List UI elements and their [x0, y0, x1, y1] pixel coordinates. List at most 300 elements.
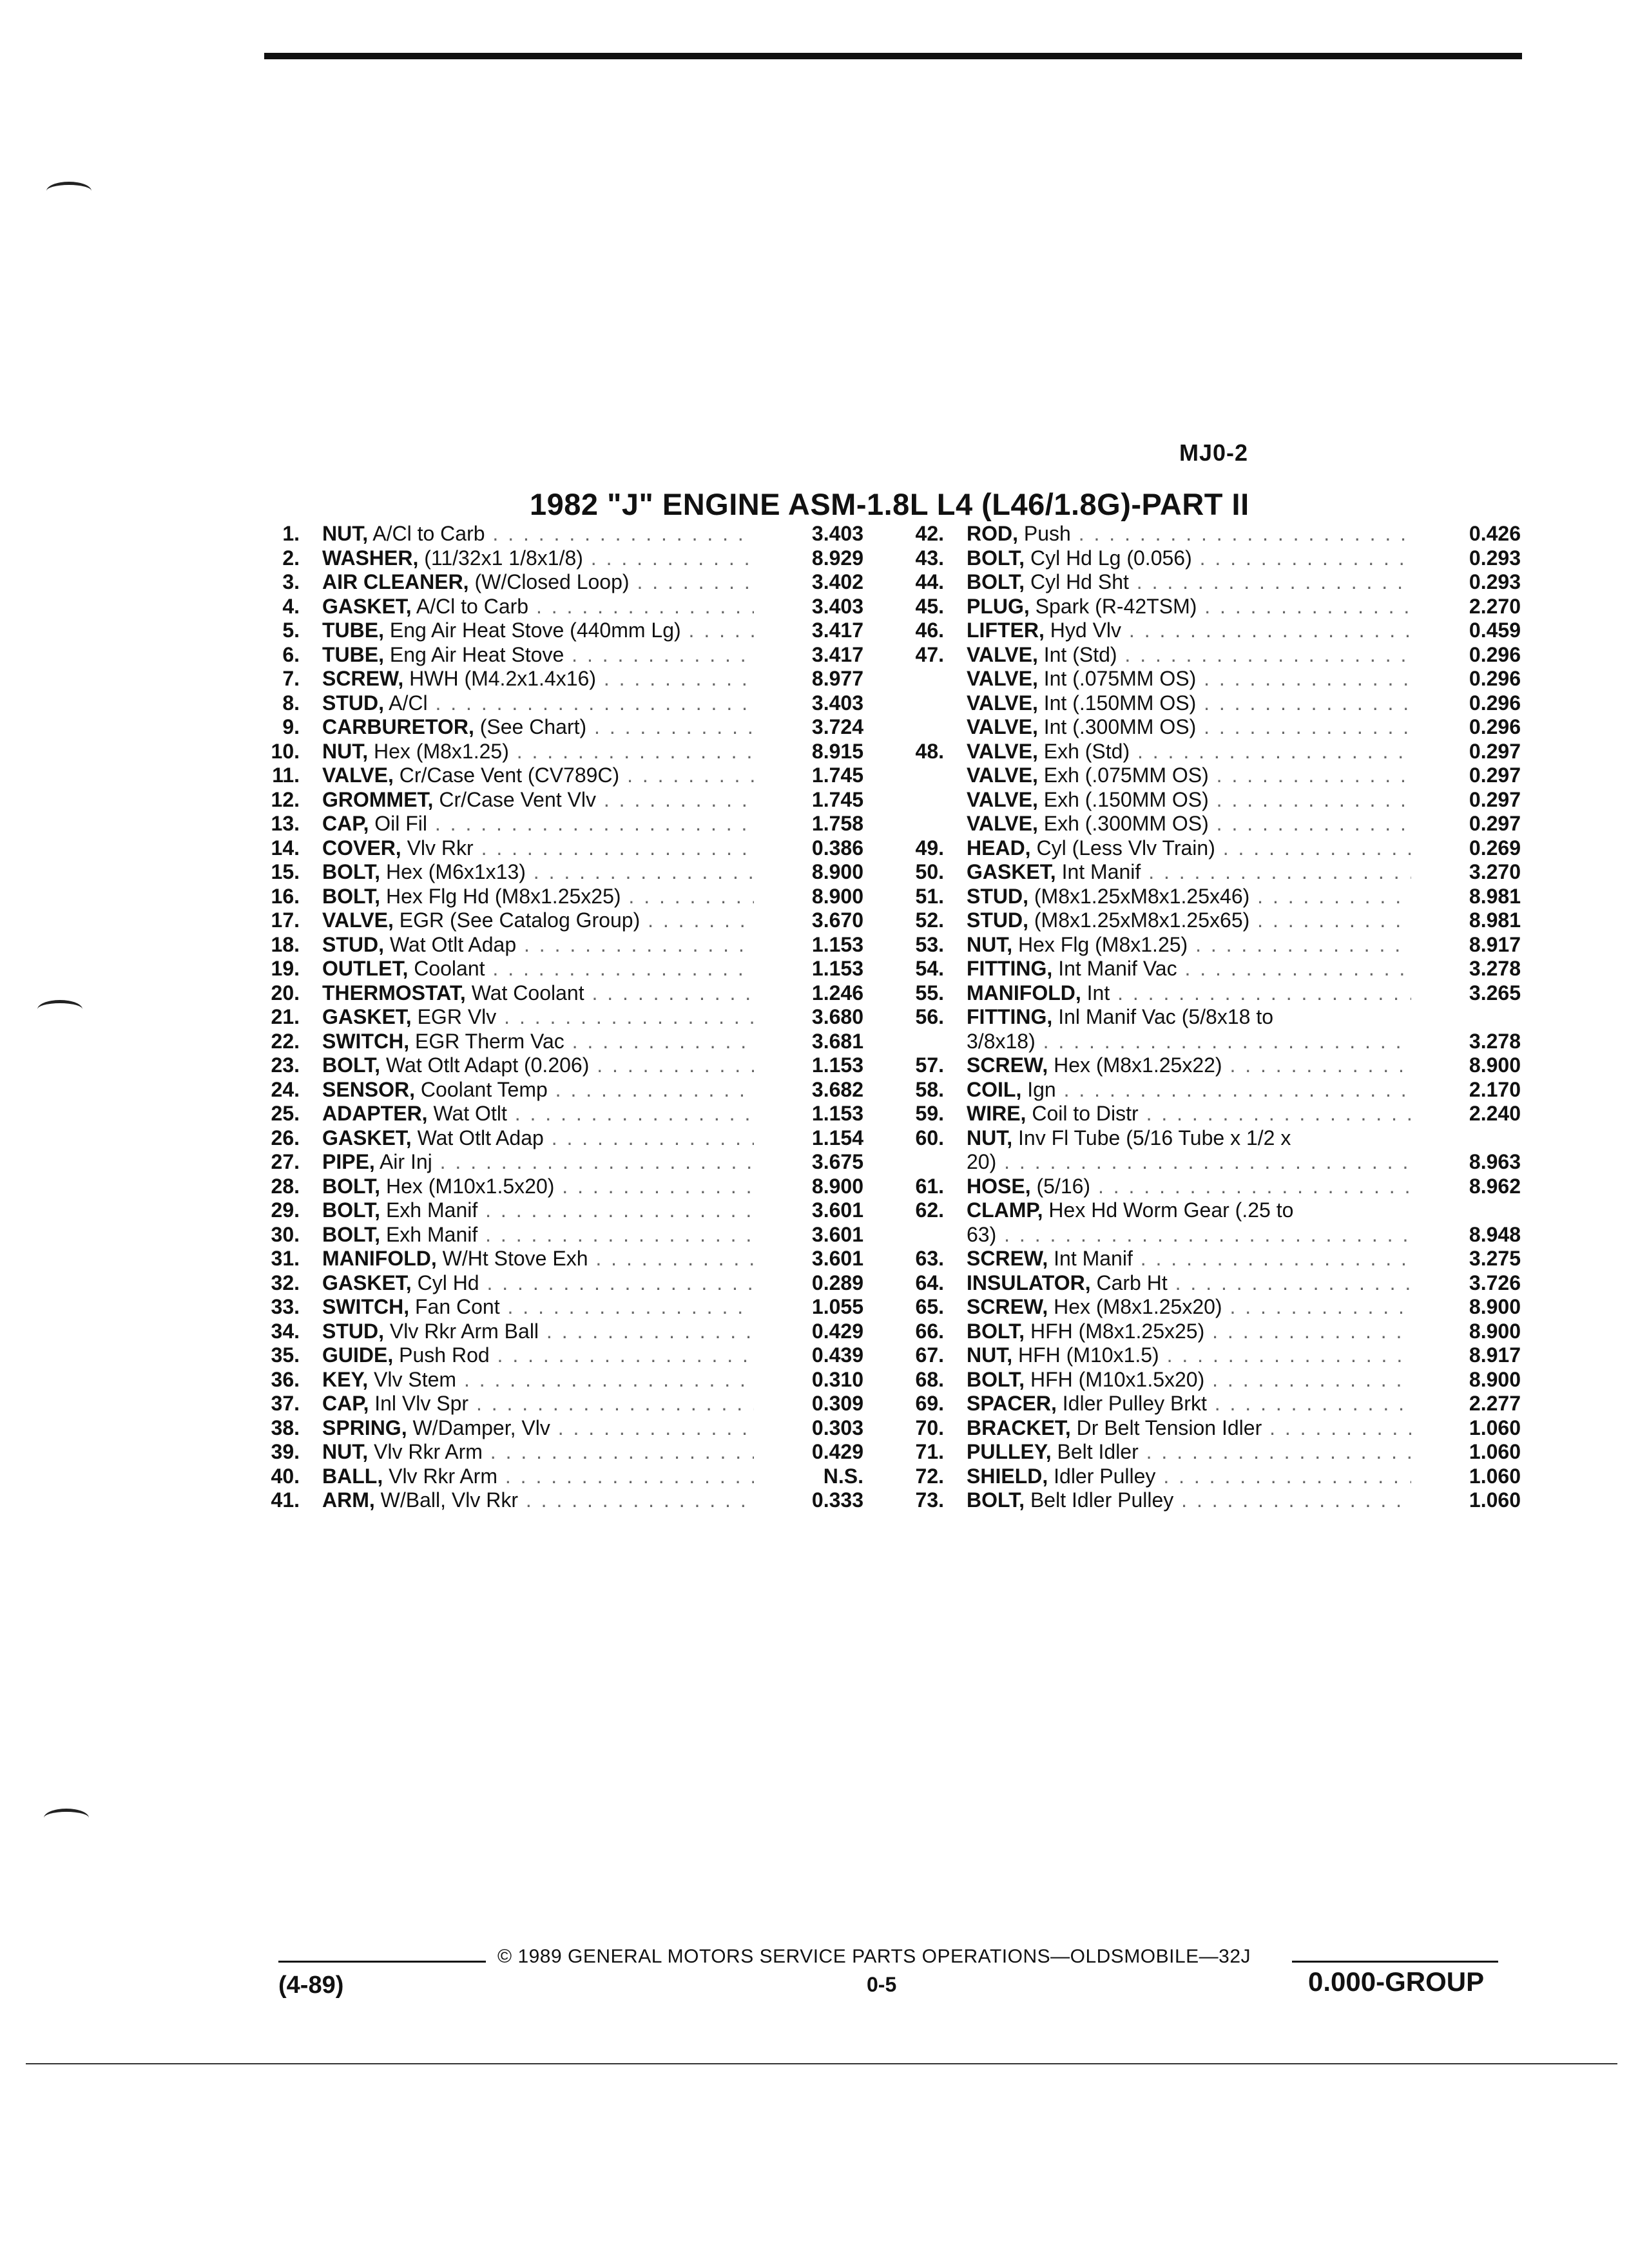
part-row	[258, 1030, 863, 1054]
part-spec: Vlv Rkr	[401, 836, 474, 860]
part-spec: EGR (See Catalog Group)	[393, 908, 641, 932]
part-spec: Vlv Rkr Arm Ball	[384, 1319, 539, 1343]
part-spec: Belt Idler Pulley	[1025, 1488, 1174, 1512]
part-row	[902, 691, 1521, 716]
part-spec: Spark (R-42TSM)	[1029, 594, 1197, 618]
part-name: ADAPTER,	[322, 1102, 428, 1125]
part-spec: Exh (.075MM OS)	[1037, 764, 1209, 787]
part-spec: Coolant	[408, 957, 485, 980]
part-spec: HFH (M8x1.25x25)	[1025, 1319, 1205, 1343]
part-row	[258, 764, 863, 788]
part-name: VALVE,	[967, 739, 1038, 763]
group-number: 8.981	[1469, 908, 1521, 932]
part-spec: Coolant Temp	[415, 1077, 548, 1101]
part-name: PLUG,	[967, 594, 1030, 618]
part-spec: Coil to Distr	[1026, 1102, 1139, 1125]
group-number: 0.297	[1469, 764, 1521, 787]
item-number: 49.	[915, 836, 944, 860]
revision-date: (4-89)	[278, 1972, 344, 1999]
group-number: 0.297	[1469, 787, 1521, 811]
item-number: 42.	[915, 522, 944, 545]
part-row	[258, 1440, 863, 1465]
group-number: 0.296	[1469, 667, 1521, 690]
part-spec: Int Manif	[1055, 860, 1141, 883]
part-name: GASKET,	[322, 1005, 412, 1028]
part-name: CARBURETOR,	[322, 715, 474, 738]
item-number: 18.	[271, 932, 300, 956]
item-number: 27.	[271, 1150, 300, 1173]
part-row	[258, 981, 863, 1006]
group-number: 8.900	[1469, 1319, 1521, 1343]
part-description	[967, 1175, 1411, 1199]
part-description	[322, 715, 754, 740]
item-number: 69.	[915, 1392, 944, 1415]
footer-rule	[1292, 1961, 1498, 1963]
part-name: VALVE,	[967, 812, 1038, 835]
part-spec: Exh Manif	[380, 1222, 478, 1246]
group-number: 8.900	[811, 884, 863, 908]
item-number: 3.	[282, 570, 300, 593]
part-row	[902, 1175, 1521, 1199]
group-number: 1.060	[1469, 1488, 1521, 1512]
part-spec: Wat Otlt Adapt (0.206)	[380, 1053, 590, 1077]
item-number: 36.	[271, 1367, 300, 1391]
part-name: VALVE,	[967, 642, 1038, 666]
part-description	[322, 933, 754, 957]
part-row	[902, 1271, 1521, 1296]
item-number: 24.	[271, 1077, 300, 1101]
item-number: 32.	[271, 1271, 300, 1294]
part-name: FITTING,	[967, 1005, 1053, 1028]
group-number: 3.278	[1469, 1029, 1521, 1053]
part-spec: A/Cl	[384, 691, 428, 715]
part-row	[902, 1392, 1521, 1416]
part-description	[322, 1223, 754, 1247]
item-number: 53.	[915, 932, 944, 956]
part-row	[902, 1005, 1521, 1030]
page-number: 0-5	[867, 1973, 897, 1996]
group-number: 0.429	[811, 1440, 863, 1463]
part-description	[967, 1150, 1411, 1175]
group-number: 8.917	[1469, 932, 1521, 956]
part-description	[322, 1488, 754, 1513]
item-number: 6.	[282, 642, 300, 666]
part-row	[258, 1102, 863, 1126]
part-row	[258, 908, 863, 933]
part-name: CAP,	[322, 812, 369, 835]
group-number: 3.682	[811, 1077, 863, 1101]
binder-hole-mark	[44, 1809, 89, 1827]
part-description	[322, 1030, 754, 1054]
group-number: 8.977	[811, 667, 863, 690]
part-spec: 63)	[967, 1222, 997, 1246]
group-number: 0.269	[1469, 836, 1521, 860]
part-name: VALVE,	[967, 764, 1038, 787]
part-name: BOLT,	[967, 1319, 1025, 1343]
part-spec: W/Ball, Vlv Rkr	[374, 1488, 518, 1512]
part-name: NUT,	[322, 522, 369, 545]
part-row	[258, 1223, 863, 1247]
part-spec: Hex (M8x1.25x22)	[1048, 1053, 1222, 1077]
group-number: 0.296	[1469, 642, 1521, 666]
part-row	[258, 1368, 863, 1392]
part-description	[322, 908, 754, 933]
part-name: BOLT,	[322, 1222, 381, 1246]
part-spec: A/Cl to Carb	[411, 594, 529, 618]
item-number: 61.	[915, 1174, 944, 1198]
part-name: BOLT,	[322, 860, 381, 883]
part-row	[902, 667, 1521, 691]
part-spec: EGR Therm Vac	[409, 1029, 564, 1053]
item-number: 4.	[282, 594, 300, 618]
group-number: 1.153	[811, 957, 863, 980]
part-row	[258, 860, 863, 885]
item-number: 67.	[915, 1343, 944, 1367]
group-number: N.S.	[823, 1464, 863, 1488]
part-name: NUT,	[967, 1343, 1013, 1367]
part-row	[902, 933, 1521, 957]
part-spec: Int (Std)	[1037, 642, 1117, 666]
group-number: 3.403	[811, 691, 863, 715]
part-description	[967, 764, 1411, 788]
bottom-rule	[26, 2063, 1617, 2064]
part-description	[322, 860, 754, 885]
part-spec: Exh (.300MM OS)	[1037, 812, 1209, 835]
group-number: 3.265	[1469, 981, 1521, 1004]
part-spec: HFH (M10x1.5)	[1012, 1343, 1159, 1367]
item-number: 38.	[271, 1416, 300, 1439]
group-number: 8.929	[811, 546, 863, 570]
group-number: 3.417	[811, 619, 863, 642]
part-name: HEAD,	[967, 836, 1031, 860]
part-description	[322, 546, 754, 571]
part-name: OUTLET,	[322, 957, 409, 980]
part-spec: Inl Vlv Spr	[369, 1392, 469, 1415]
item-number: 29.	[271, 1198, 300, 1222]
part-spec: Inv Fl Tube (5/16 Tube x 1/2 x	[1012, 1126, 1291, 1149]
group-number: 0.333	[811, 1488, 863, 1512]
part-name: BOLT,	[967, 1367, 1025, 1391]
item-number: 50.	[915, 860, 944, 883]
part-name: PULLEY,	[967, 1440, 1052, 1463]
part-name: GUIDE,	[322, 1343, 394, 1367]
part-description	[322, 1102, 754, 1126]
part-name: VALVE,	[322, 908, 394, 932]
part-description	[322, 1175, 754, 1199]
part-description	[967, 1488, 1411, 1513]
part-spec: EGR Vlv	[411, 1005, 497, 1028]
group-number: 3.278	[1469, 957, 1521, 980]
part-description	[967, 1247, 1411, 1271]
group-number: 0.289	[811, 1271, 863, 1294]
part-name: FITTING,	[967, 957, 1053, 980]
part-row	[902, 1223, 1521, 1247]
item-number: 62.	[915, 1198, 944, 1222]
part-spec: A/Cl to Carb	[368, 522, 485, 545]
part-description	[322, 570, 754, 595]
part-row	[258, 691, 863, 716]
group-number: 1.060	[1469, 1464, 1521, 1488]
item-number: 55.	[915, 981, 944, 1004]
part-name: INSULATOR,	[967, 1271, 1091, 1294]
item-number: 66.	[915, 1319, 944, 1343]
group-number: 3.403	[811, 594, 863, 618]
group-number: 3.601	[811, 1198, 863, 1222]
part-spec: W/Damper, Vlv	[407, 1416, 550, 1439]
part-spec: Push	[1018, 522, 1071, 545]
group-number: 3.680	[811, 1005, 863, 1028]
part-spec: Wat Otlt Adap	[411, 1126, 544, 1149]
item-number: 51.	[915, 884, 944, 908]
part-name: STUD,	[967, 908, 1028, 932]
item-number: 14.	[271, 836, 300, 860]
group-number: 8.900	[1469, 1053, 1521, 1077]
item-number: 71.	[915, 1440, 944, 1463]
item-number: 33.	[271, 1295, 300, 1318]
item-number: 59.	[915, 1102, 944, 1125]
part-name: BOLT,	[967, 546, 1025, 570]
part-description	[322, 1053, 754, 1078]
part-row	[902, 957, 1521, 981]
part-row	[902, 1368, 1521, 1392]
part-name: COVER,	[322, 836, 401, 860]
part-name: SWITCH,	[322, 1295, 410, 1318]
part-spec: Int (.150MM OS)	[1037, 691, 1197, 715]
part-row	[258, 595, 863, 619]
item-number: 2.	[282, 546, 300, 570]
part-name: STUD,	[322, 1319, 384, 1343]
part-description	[967, 885, 1411, 909]
part-spec: Hex Flg (M8x1.25)	[1012, 932, 1188, 956]
item-number: 10.	[271, 739, 300, 763]
part-name: PIPE,	[322, 1150, 375, 1173]
group-number: 1.758	[811, 812, 863, 835]
part-description	[967, 522, 1411, 546]
part-spec: Hex (M8x1.25)	[368, 739, 509, 763]
part-row	[902, 595, 1521, 619]
part-name: MANIFOLD,	[967, 981, 1081, 1004]
part-description	[322, 595, 754, 619]
part-description	[967, 1416, 1411, 1441]
group-number: 0.426	[1469, 522, 1521, 545]
group-number: 8.900	[811, 860, 863, 883]
part-spec: Cr/Case Vent (CV789C)	[393, 764, 620, 787]
item-number: 63.	[915, 1247, 944, 1270]
binder-hole-mark	[46, 182, 92, 200]
item-number: 1.	[282, 522, 300, 545]
part-spec: Wat Coolant	[465, 981, 584, 1004]
part-row	[258, 715, 863, 740]
item-number: 56.	[915, 1005, 944, 1028]
part-spec: Oil Fil	[369, 812, 427, 835]
part-name: CLAMP,	[967, 1198, 1043, 1222]
parts-list-left	[258, 522, 863, 1513]
item-number: 72.	[915, 1464, 944, 1488]
item-number: 23.	[271, 1053, 300, 1077]
part-description	[322, 740, 754, 764]
part-name: WIRE,	[967, 1102, 1027, 1125]
part-row	[902, 1030, 1521, 1054]
part-row	[258, 740, 863, 764]
part-description	[967, 546, 1411, 571]
part-spec: Exh Manif	[380, 1198, 478, 1222]
item-number: 20.	[271, 981, 300, 1004]
part-name: VALVE,	[967, 667, 1038, 690]
group-number: 3.275	[1469, 1247, 1521, 1270]
part-row	[258, 1175, 863, 1199]
item-number: 5.	[282, 619, 300, 642]
part-name: AIR CLEANER,	[322, 570, 469, 593]
item-number: 48.	[915, 739, 944, 763]
part-name: STUD,	[967, 884, 1028, 908]
part-description	[322, 1126, 754, 1151]
part-description	[322, 1343, 754, 1368]
part-row	[902, 1416, 1521, 1441]
part-row	[258, 812, 863, 836]
part-name: TUBE,	[322, 642, 384, 666]
part-description	[967, 595, 1411, 619]
part-name: VALVE,	[322, 764, 394, 787]
part-name: SCREW,	[967, 1247, 1048, 1270]
part-description	[967, 1392, 1411, 1416]
item-number: 26.	[271, 1126, 300, 1149]
part-description	[967, 1320, 1411, 1344]
part-spec: Hyd Vlv	[1044, 619, 1122, 642]
part-row	[258, 1198, 863, 1223]
part-name: BOLT,	[967, 1488, 1025, 1512]
part-description	[322, 1320, 754, 1344]
part-spec: (See Chart)	[474, 715, 587, 738]
group-number: 0.297	[1469, 812, 1521, 835]
item-number: 40.	[271, 1464, 300, 1488]
item-number: 64.	[915, 1271, 944, 1294]
item-number: 65.	[915, 1295, 944, 1318]
part-description	[967, 1053, 1411, 1078]
part-spec: Cr/Case Vent Vlv	[433, 787, 596, 811]
part-name: SPACER,	[967, 1392, 1057, 1415]
part-row	[258, 1295, 863, 1320]
part-description	[967, 1223, 1411, 1247]
group-number: 3.681	[811, 1029, 863, 1053]
part-name: MANIFOLD,	[322, 1247, 437, 1270]
part-row	[258, 1488, 863, 1513]
group-number: 8.963	[1469, 1150, 1521, 1173]
part-spec: Hex Hd Worm Gear (.25 to	[1043, 1198, 1294, 1222]
part-row	[902, 1488, 1521, 1513]
part-name: TUBE,	[322, 619, 384, 642]
part-row	[902, 981, 1521, 1006]
part-row	[902, 812, 1521, 836]
part-description	[967, 1005, 1411, 1030]
page-title: 1982 "J" ENGINE ASM-1.8L L4 (L46/1.8G)-PART II	[530, 487, 1249, 521]
part-description	[322, 836, 754, 861]
part-row	[902, 908, 1521, 933]
part-name: GASKET,	[967, 860, 1056, 883]
part-name: SWITCH,	[322, 1029, 410, 1053]
group-number: 1.153	[811, 1102, 863, 1125]
item-number: 54.	[915, 957, 944, 980]
parts-list-right	[902, 522, 1521, 1513]
part-description	[322, 885, 754, 909]
part-name: BOLT,	[967, 570, 1025, 593]
part-row	[258, 1320, 863, 1344]
item-number: 73.	[915, 1488, 944, 1512]
part-spec: Int	[1081, 981, 1110, 1004]
part-row	[258, 619, 863, 643]
part-row	[258, 885, 863, 909]
item-number: 52.	[915, 908, 944, 932]
part-row	[902, 1126, 1521, 1151]
part-row	[902, 740, 1521, 764]
part-description	[322, 788, 754, 812]
part-name: SCREW,	[322, 667, 404, 690]
part-description	[322, 957, 754, 981]
group-number: 8.900	[811, 1174, 863, 1198]
item-number: 44.	[915, 570, 944, 593]
part-name: BOLT,	[322, 1174, 381, 1198]
part-description	[967, 643, 1411, 668]
part-row	[258, 1005, 863, 1030]
item-number: 13.	[271, 812, 300, 835]
part-name: COIL,	[967, 1077, 1022, 1101]
part-row	[258, 1343, 863, 1368]
part-row	[902, 546, 1521, 571]
part-row	[902, 1295, 1521, 1320]
part-name: VALVE,	[967, 715, 1038, 738]
part-name: HOSE,	[967, 1174, 1031, 1198]
part-row	[902, 1440, 1521, 1465]
part-spec: 20)	[967, 1150, 997, 1173]
part-row	[902, 715, 1521, 740]
part-row	[902, 1320, 1521, 1344]
group-number: 2.170	[1469, 1077, 1521, 1101]
group-number: 2.270	[1469, 594, 1521, 618]
part-description	[322, 1392, 754, 1416]
part-description	[967, 1126, 1411, 1151]
group-number: 1.055	[811, 1295, 863, 1318]
part-description	[967, 1271, 1411, 1296]
part-spec: Int (.075MM OS)	[1037, 667, 1197, 690]
group-number: 1.745	[811, 764, 863, 787]
part-row	[258, 1126, 863, 1151]
group-number: 3.601	[811, 1247, 863, 1270]
item-number: 34.	[271, 1319, 300, 1343]
part-description	[322, 1368, 754, 1392]
item-number: 8.	[282, 691, 300, 715]
part-description	[322, 1005, 754, 1030]
group-number: 0.386	[811, 836, 863, 860]
part-name: THERMOSTAT,	[322, 981, 466, 1004]
part-description	[967, 812, 1411, 836]
part-spec: Wat Otlt	[427, 1102, 507, 1125]
item-number: 11.	[272, 764, 300, 787]
part-description	[967, 691, 1411, 716]
part-row	[902, 1343, 1521, 1368]
part-description	[967, 1343, 1411, 1368]
item-number: 47.	[915, 642, 944, 666]
part-name: ROD,	[967, 522, 1018, 545]
part-row	[258, 836, 863, 861]
part-description	[322, 1416, 754, 1441]
part-description	[967, 836, 1411, 861]
group-number: 3.403	[811, 522, 863, 545]
part-row	[902, 836, 1521, 861]
item-number: 31.	[271, 1247, 300, 1270]
group-number: 8.900	[1469, 1367, 1521, 1391]
part-row	[258, 546, 863, 571]
group-number: 0.000-GROUP	[1308, 1966, 1485, 1997]
group-number: 0.293	[1469, 546, 1521, 570]
